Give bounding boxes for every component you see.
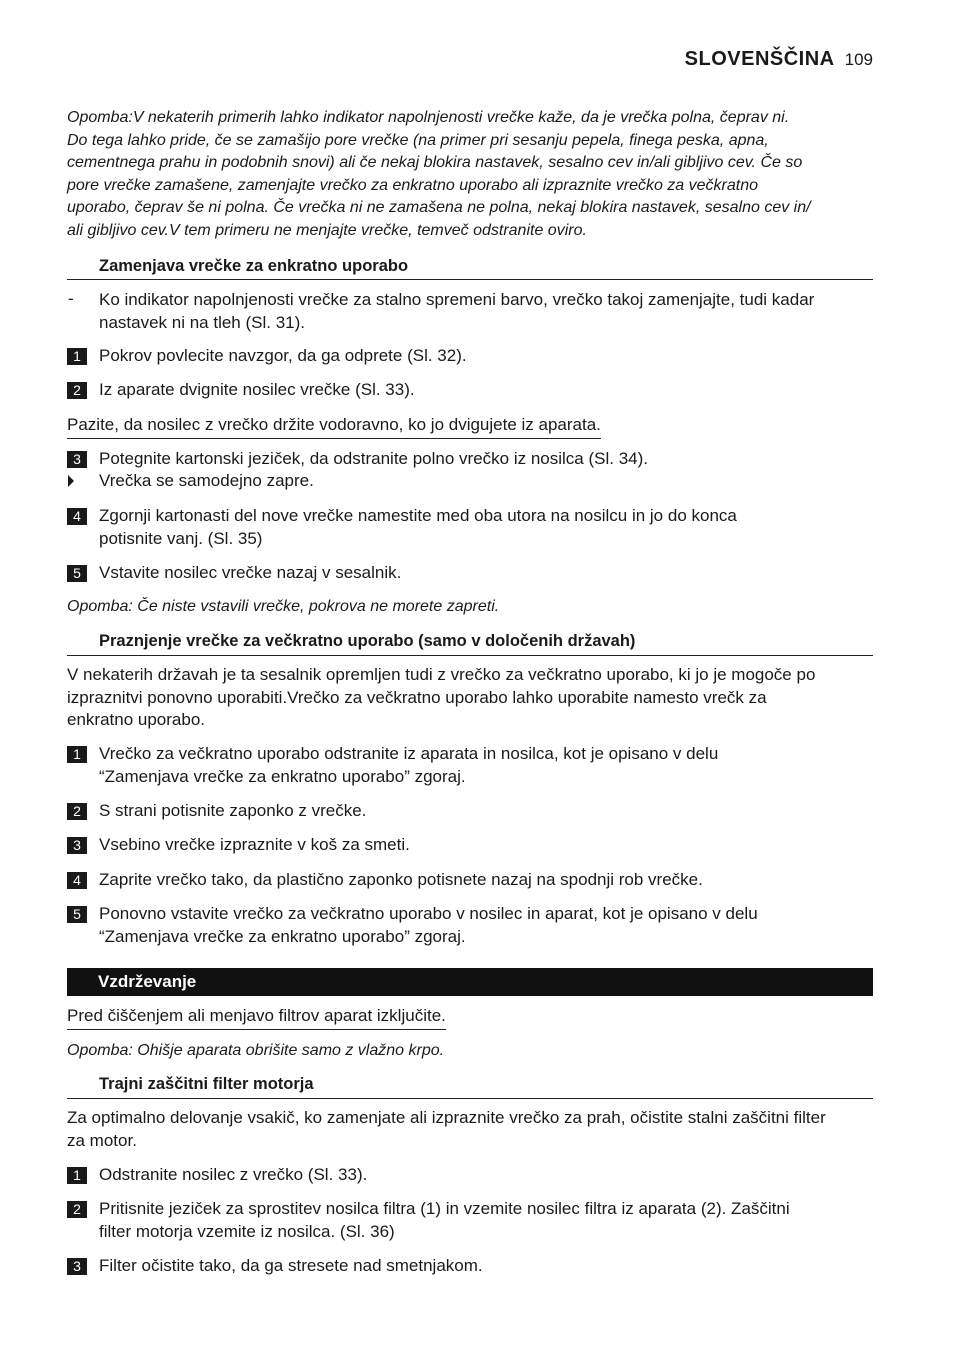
- note-line: Do tega lahko pride, če se zamašijo pore vrečke (na primer pri sesanju pepela, finega peska, apna,: [67, 131, 769, 149]
- step-text: [99, 1198, 790, 1243]
- step-number: 4: [67, 508, 87, 525]
- step-number: 1: [67, 746, 87, 763]
- step-number: 3: [67, 837, 87, 854]
- step-number: 3: [67, 1258, 87, 1275]
- page-number: 109: [844, 50, 873, 69]
- text-line: Ko indikator napolnjenosti vrečke za stalno spremeni barvo, vrečko takoj zamenjajte, tudi kadar: [99, 290, 815, 309]
- section-rule: [67, 1098, 873, 1099]
- text-line: Ponovno vstavite vrečko za večkratno uporabo v nosilec in aparat, kot je opisano v delu: [99, 904, 758, 923]
- step-number: 3: [67, 451, 87, 468]
- step-text: Vsebino vrečke izpraznite v koš za smeti.: [99, 835, 410, 854]
- step-text: S strani potisnite zaponko z vrečke.: [99, 801, 367, 820]
- note-bag-indicator: [67, 107, 811, 242]
- dash-bullet: -: [68, 289, 74, 308]
- step-number: 1: [67, 1167, 87, 1184]
- step-text: [99, 903, 758, 948]
- intro-text: [67, 1107, 826, 1152]
- section-bar-maintenance: [67, 968, 873, 996]
- result-text: Vrečka se samodejno zapre.: [99, 471, 314, 490]
- step-text: Zaprite vrečko tako, da plastično zaponko potisnete nazaj na spodnji rob vrečke.: [99, 870, 703, 889]
- note-line: Opomba:V nekaterih primerih lahko indikator napolnjenosti vrečke kaže, da je vrečka polna, čeprav ni.: [67, 109, 790, 126]
- section-title-disposable-bag: Zamenjava vrečke za enkratno uporabo: [99, 257, 409, 275]
- step-number: 4: [67, 872, 87, 889]
- text-line: V nekaterih državah je ta sesalnik opremljen tudi z vrečko za večkratno uporabo, ki jo je mogoče po: [67, 665, 816, 684]
- step-text: Filter očistite tako, da ga stresete nad smetnjakom.: [99, 1256, 483, 1275]
- text-line: filter motorja vzemite iz nosilca. (Sl. 36): [99, 1221, 395, 1241]
- warning-text: Pazite, da nosilec z vrečko držite vodoravno, ko jo dvigujete iz aparata.: [67, 414, 601, 439]
- step-text: Iz aparate dvignite nosilec vrečke (Sl. 33).: [99, 380, 415, 399]
- text-line: nastavek ni na tleh (Sl. 31).: [99, 312, 306, 332]
- note-line: pore vrečke zamašene, zamenjajte vrečko za enkratno uporabo ali izpraznite vrečko za večkratno: [67, 176, 759, 194]
- text-line: Zgornji kartonasti del nove vrečke namestite med oba utora na nosilcu in jo do konca: [99, 506, 737, 525]
- step-text: Vstavite nosilec vrečke nazaj v sesalnik.: [99, 563, 402, 582]
- section-title-reusable-bag: Praznjenje vrečke za večkratno uporabo (samo v določenih državah): [99, 632, 636, 650]
- step-number: 5: [67, 906, 87, 923]
- step-text: [99, 505, 737, 550]
- step-text: Potegnite kartonski jeziček, da odstranite polno vrečko iz nosilca (Sl. 34).: [99, 449, 648, 468]
- page-header: [685, 48, 873, 71]
- note-line: ali gibljivo cev.V tem primeru ne menjajte vrečke, temveč odstranite oviro.: [67, 221, 587, 239]
- text-line: “Zamenjava vrečke za enkratno uporabo” zgoraj.: [99, 766, 466, 786]
- text-line: Za optimalno delovanje vsakič, ko zamenjate ali izpraznite vrečko za prah, očistite stalni zaščitni filter: [67, 1108, 826, 1127]
- step-number: 2: [67, 803, 87, 820]
- language-title: SLOVENŠČINA: [684, 48, 835, 70]
- result-arrow-icon: [68, 475, 74, 487]
- step-number: 2: [67, 1201, 87, 1218]
- section-rule: [67, 279, 873, 280]
- warning-text: Pred čiščenjem ali menjavo filtrov aparat izključite.: [67, 1005, 446, 1030]
- step-text: Odstranite nosilec z vrečko (Sl. 33).: [99, 1165, 368, 1184]
- step-number: 2: [67, 382, 87, 399]
- text-line: izpraznitvi ponovno uporabiti.Vrečko za večkratno uporabo lahko uporabite namesto vrečk za: [67, 687, 767, 707]
- text-line: potisnite vanj. (Sl. 35): [99, 528, 263, 548]
- note-housing: Opomba: Ohišje aparata obrišite samo z vlažno krpo.: [67, 1042, 445, 1059]
- section-bar-title: Vzdrževanje: [98, 972, 197, 991]
- dash-text: [99, 289, 814, 334]
- intro-text: [67, 664, 815, 732]
- step-text: Pokrov povlecite navzgor, da ga odprete (Sl. 32).: [99, 346, 467, 365]
- text-line: Vrečko za večkratno uporabo odstranite iz aparata in nosilca, kot je opisano v delu: [99, 744, 719, 763]
- text-line: enkratno uporabo.: [67, 710, 205, 729]
- text-line: za motor.: [67, 1130, 137, 1150]
- note-lid: Opomba: Če niste vstavili vrečke, pokrova ne morete zapreti.: [67, 598, 500, 615]
- note-line: cementnega prahu in podobnih snovi) ali če nekaj blokira nastavek, sesalno cev in/ali gibljivo cev. Če so: [67, 154, 803, 171]
- note-line: uporabo, čeprav še ni polna. Če vrečka ni ne zamašena ne polna, nekaj blokira nastavek, sesalno cev in/: [67, 199, 811, 216]
- step-text: [99, 743, 718, 788]
- step-number: 1: [67, 348, 87, 365]
- section-title-motor-filter: Trajni zaščitni filter motorja: [99, 1075, 314, 1093]
- step-number: 5: [67, 565, 87, 582]
- text-line: “Zamenjava vrečke za enkratno uporabo” zgoraj.: [99, 926, 466, 946]
- section-rule: [67, 655, 873, 656]
- text-line: Pritisnite jeziček za sprostitev nosilca filtra (1) in vzemite nosilec filtra iz aparata (2). Zaščitni: [99, 1199, 790, 1218]
